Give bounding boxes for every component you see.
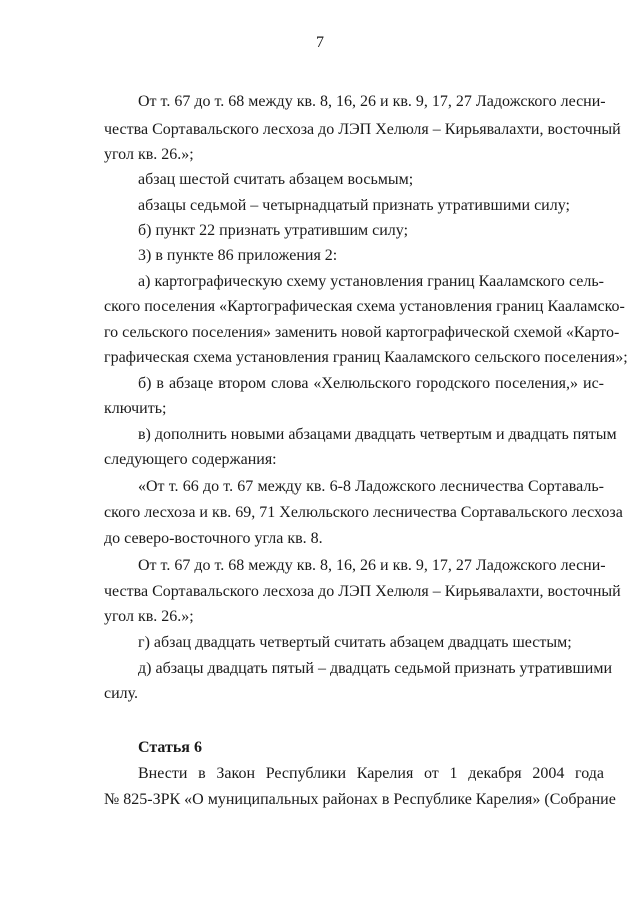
text-line: угол кв. 26.»;	[104, 146, 194, 163]
text-line: г) абзац двадцать четвертый считать абзацем двадцать шестым;	[138, 634, 572, 651]
text-line: б) пункт 22 признать утратившим силу;	[138, 222, 409, 239]
text-line: следующего содержания:	[104, 451, 277, 468]
text-line: го сельского поселения» заменить новой картографической схемой «Карто-	[104, 324, 620, 341]
text-line: От т. 67 до т. 68 между кв. 8, 16, 26 и кв. 9, 17, 27 Ладожского лесни-	[138, 93, 606, 110]
text-line: в) дополнить новыми абзацами двадцать четвертым и двадцать пятым	[138, 426, 617, 443]
page-number: 7	[316, 34, 324, 51]
text-line: ского поселения «Картографическая схема установления границ Кааламско-	[104, 298, 625, 315]
text-line: ключить;	[104, 400, 167, 417]
article-heading: Статья 6	[138, 739, 202, 756]
text-line: ского лесхоза и кв. 69, 71 Хелюльского лесничества Сортавальского лесхоза	[104, 504, 623, 521]
text-line: абзацы седьмой – четырнадцатый признать утратившими силу;	[138, 197, 570, 214]
text-line: д) абзацы двадцать пятый – двадцать седьмой признать утратившими	[138, 660, 613, 677]
text-line: От т. 67 до т. 68 между кв. 8, 16, 26 и кв. 9, 17, 27 Ладожского лесни-	[138, 557, 606, 574]
text-line: а) картографическую схему установления границ Кааламского сель-	[138, 273, 604, 290]
text-line: б) в абзаце втором слова «Хелюльского городского поселения,» ис-	[138, 375, 604, 392]
text-line: 3) в пункте 86 приложения 2:	[138, 247, 338, 264]
text-line: графическая схема установления границ Кааламского сельского поселения»;	[104, 349, 628, 366]
text-line: «От т. 66 до т. 67 между кв. 6-8 Ладожского лесничества Сортаваль-	[138, 478, 604, 495]
text-line: № 825-ЗРК «О муниципальных районах в Республике Карелия» (Собрание	[104, 791, 616, 808]
text-line: чества Сортавальского лесхоза до ЛЭП Хелюля – Кирьявалахти, восточный	[104, 121, 621, 138]
text-line: абзац шестой считать абзацем восьмым;	[138, 171, 414, 188]
text-line: силу.	[104, 685, 139, 702]
text-line: Внести в Закон Республики Карелия от 1 декабря 2004 года	[138, 765, 604, 782]
text-line: угол кв. 26.»;	[104, 608, 194, 625]
text-line: чества Сортавальского лесхоза до ЛЭП Хелюля – Кирьявалахти, восточный	[104, 583, 621, 600]
text-line: до северо-восточного угла кв. 8.	[104, 530, 323, 547]
